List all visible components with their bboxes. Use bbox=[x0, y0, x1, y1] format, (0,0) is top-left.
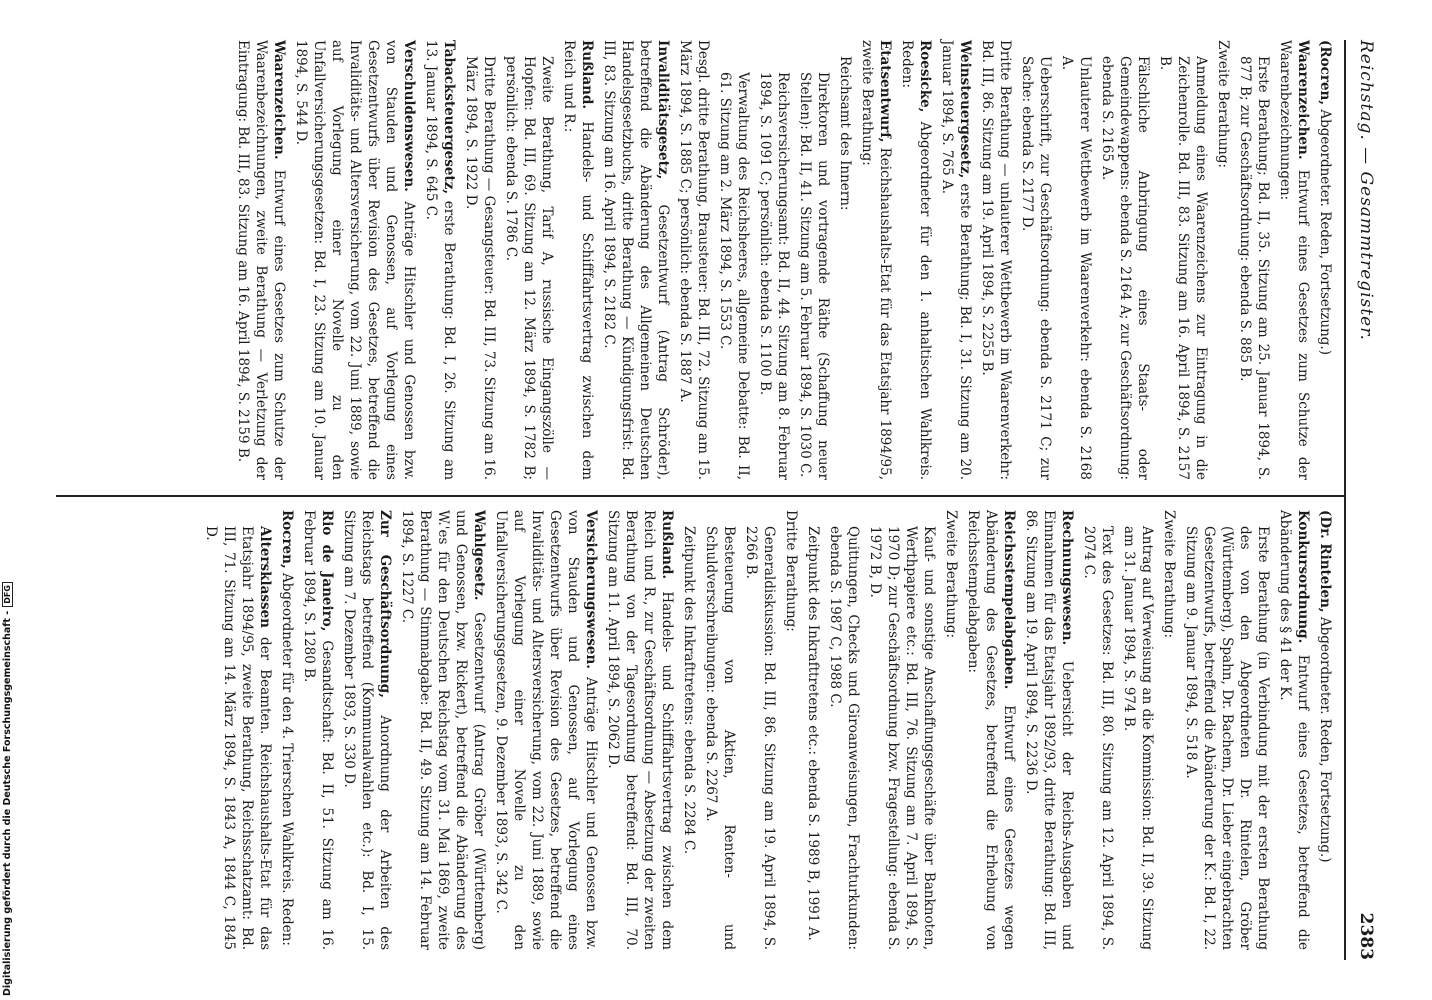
index-entry bbox=[782, 510, 800, 950]
right-column bbox=[198, 510, 1334, 950]
index-entry bbox=[1098, 40, 1152, 480]
page-number: 2383 bbox=[1356, 912, 1376, 960]
index-entry bbox=[398, 510, 488, 950]
entry-keyword: Waarenzeichen. bbox=[271, 40, 287, 160]
index-entry bbox=[826, 510, 862, 950]
index-entry bbox=[1236, 40, 1272, 480]
entry-text: Reichsversicherungsamt: Bd. II, 44. Sitzung am 8. Februar 1894, S. 1091 C; persönlich: ebenda S. 1100 B. bbox=[757, 72, 791, 480]
index-entry bbox=[1160, 510, 1178, 950]
index-entry bbox=[796, 40, 832, 480]
entry-keyword: Rußland. bbox=[659, 510, 675, 580]
entry-text: Besteuerung von Aktien, Renten- und Schuldverschreibungen: ebenda S. 2267 A. bbox=[703, 526, 737, 950]
index-entry bbox=[978, 40, 1014, 480]
entry-keyword: Invaliditätsgesetz, bbox=[655, 40, 671, 180]
entry-text: Zweite Berathung: bbox=[1161, 510, 1177, 639]
index-entry bbox=[1182, 510, 1272, 950]
index-entry bbox=[492, 510, 600, 950]
index-entry bbox=[804, 510, 822, 950]
entry-text: Generaldiskussion: Bd. III, 86. Sitzung am 19. April 1894, S. 2266 B. bbox=[743, 526, 777, 950]
dfg-logo: DFG bbox=[2, 582, 13, 607]
index-entry bbox=[1316, 40, 1334, 480]
entry-text: Reichsamt des Innern: bbox=[837, 56, 853, 211]
index-entry bbox=[1156, 40, 1210, 480]
entry-text: Direktoren und vortragende Räthe (Schaffung neuer Stellen): Bd. II, 41. Sitzung am 5. Februar 1894, S. 1030 C. bbox=[797, 72, 831, 480]
running-title: Reichstag. — Gesammtregister. bbox=[1356, 40, 1376, 341]
index-entry bbox=[938, 40, 974, 480]
entry-text: Entwurf eines Gesetzes wegen Abänderung des Gesetzes, betreffend die Erhebung von Reichsstempelabgaben: bbox=[965, 510, 1017, 951]
index-entry bbox=[1022, 510, 1076, 950]
index-entry bbox=[756, 40, 792, 480]
index-entry bbox=[1120, 510, 1156, 950]
entry-text: Gesandtschaft: Bd. II, 51. Sitzung am 16. Februar 1894, S. 1280 B. bbox=[301, 510, 335, 950]
entry-text: Gesetzentwurf (Antrag Schröder), betreffend die Abänderung des Allgemeinen Deutschen Handelsgesetzbuchs, dritte Berathung — Kündigungsfrist: Bd. III, 83. Sitzung am 16. April 1894, S. 2182 C. bbox=[601, 40, 671, 480]
entry-text: Anträge Hitschler und Genossen bzw. von Stauden und Genossen, auf Vorlegung eines Gesetzentwurfs über Revision des Gesetzes, betreffend die Invaliditäts- und Altersversicherung, vom 22. Juni 1889, sowie auf Vorlegung einer Novelle zu den Unfallversicherungsgesetzen, 9. Dezember 1893, S. 342 C. bbox=[493, 510, 599, 950]
entry-text: Zeitpunkt des Inkrafttretens etc.: ebenda S. 1989 B, 1991 A. bbox=[805, 526, 821, 941]
left-column bbox=[230, 40, 1334, 480]
index-entry bbox=[560, 40, 596, 480]
entry-keyword: Altersklassen bbox=[257, 526, 273, 628]
entry-text: Handels- und Schifffahrtsvertrag zwischen dem Reich und R.: bbox=[561, 40, 595, 480]
entry-text: Unlauterer Wettbewerb im Waarenverkehr: ebenda S. 2168 A. bbox=[1059, 56, 1093, 480]
index-entry bbox=[742, 510, 778, 950]
entry-keyword: Tabacksteuergesetz, bbox=[441, 40, 457, 195]
index-entry bbox=[1058, 40, 1094, 480]
entry-text: Anträge Hitschler und Genossen bzw. von Stauden und Genossen, auf Vorlegung eines Gesetzentwurfs über Revision des Gesetzes, betreffend die Invaliditäts- und Altersversicherung, vom 22. Juni 1889, sowie auf Vorlegung einer Novelle zu den Unfallversicherungsgesetzen: Bd. I, 23. Sitzung am 10. Januar 1894, S. 544 D. bbox=[293, 40, 417, 480]
entry-text: Abgeordneter. Reden, Fortsetzung.) bbox=[1317, 616, 1333, 863]
entry-keyword: Rio de Janeiro, bbox=[319, 510, 335, 632]
entry-keyword: Roesicke, bbox=[917, 40, 933, 113]
index-entry bbox=[502, 40, 556, 480]
digitization-note bbox=[2, 582, 13, 996]
index-entry bbox=[600, 40, 672, 480]
index-entry bbox=[964, 510, 1018, 950]
entry-text: erste Berathung: Bd. I, 26. Sitzung am 13. Januar 1894, S. 645 C. bbox=[423, 40, 457, 480]
index-entry bbox=[836, 40, 854, 480]
index-entry bbox=[716, 40, 752, 480]
index-entry bbox=[202, 510, 274, 950]
index-entry bbox=[278, 510, 296, 950]
entry-text: Uebersicht der Reichs-Ausgaben und Einnahmen für das Etatsjahr 1892/93, dritte Berathung: Bd. III, 86. Sitzung am 19. April 1894, S. 2236 D. bbox=[1023, 510, 1075, 950]
entry-keyword: Versicherungswesen. bbox=[583, 510, 599, 669]
index-entry bbox=[300, 510, 336, 950]
entry-text: Gesetzentwurf (Antrag Gröber (Württemberg) und Genossen, bzw. Rickert), betreffend die Abänderung des W.'es für den Deutschen Reichstag vom 31. Mai 1869, zweite Berathung — Stimmabgabe: Bd. II, 49. Sitzung am 14. Februar 1894, S. 1227 C. bbox=[399, 510, 487, 950]
entry-keyword: Wahlgesetz. bbox=[471, 510, 487, 601]
entry-text: Desgl. dritte Berathung, Brausteuer: Bd. III, 72. Sitzung am 15. März 1894, S. 1885 C; persönlich: ebenda S. 1887 A. bbox=[677, 40, 711, 480]
entry-text: Erste Berathung; Bd. II, 35. Sitzung am 25. Januar 1894, S. 877 B; zur Geschäftsordnung: ebenda S. 885 B. bbox=[1237, 56, 1271, 480]
entry-text: Zweite Berathung, Tarif A, russische Eingangszölle — Hopfen: Bd. III, 69. Sitzung am 12. März 1894, S. 1782 B; persönlich: ebenda S. 1786 C. bbox=[503, 56, 555, 480]
entry-keyword: Etatsentwurf, bbox=[877, 40, 893, 143]
index-entry bbox=[680, 510, 698, 950]
entry-text: Anordnung der Arbeiten des Reichstags betreffend (Kommunalwahlen etc.): Bd. I, 15. Sitzung am 7. Dezember 1893, S. 330 D. bbox=[341, 510, 393, 950]
entry-text: Zweite Berathung: bbox=[943, 510, 959, 639]
entry-text: Ueberschrift, zur Geschäftsordnung: ebenda S. 2171 C; zur Sache: ebenda S. 2177 D. bbox=[1019, 56, 1053, 480]
index-entry bbox=[1080, 510, 1116, 950]
entry-text: der Beamten. Reichshaushalts-Etat für das Etatsjahr 1894/95, zweite Berathung, Reichsschatzamt: Bd. III, 71. Sitzung am 14. März 1894, S. 1843 A, 1844 C, 1845 D. bbox=[203, 526, 273, 951]
index-entry bbox=[604, 510, 676, 950]
entry-keyword: Rocren, bbox=[279, 510, 295, 569]
entry-text: Abgeordneter für den 1. anhaltischen Wahlkreis. Reden: bbox=[899, 40, 933, 480]
entry-text: Dritte Berathung: bbox=[783, 510, 799, 632]
entry-keyword: Rechnungswesen. bbox=[1059, 510, 1075, 646]
entry-keyword: Weinsteuergesetz, bbox=[957, 40, 973, 179]
entry-text: Text des Gesetzes: Bd. III, 80. Sitzung am 12. April 1894, S. 2074 C. bbox=[1081, 526, 1115, 950]
entry-text: Dritte Berathung — unlauterer Wettbewerb im Waarenverkehr: Bd. III, 86. Sitzung am 19. April 1894, S. 2255 B. bbox=[979, 40, 1013, 480]
index-entry bbox=[1214, 40, 1232, 480]
index-entry bbox=[422, 40, 458, 480]
index-entry bbox=[1276, 510, 1312, 950]
index-entry bbox=[462, 40, 498, 480]
entry-text: Quittungen, Checks und Giroanweisungen, Frachturkunden: ebenda S. 1987 C, 1988 C. bbox=[827, 526, 861, 950]
entry-text: Entwurf eines Gesetzes zum Schutze der Waarenbezeichnungen: bbox=[1277, 40, 1311, 480]
entry-text: Handels- und Schifffahrtsvertrag zwischen dem Reich und R., zur Geschäftsordnung — Absetzung der zweiten Berathung von der Tagesordnung betreffend: Bd. III, 70. Sitzung am 11. April 1894, S. 2062 D. bbox=[605, 510, 675, 950]
page-header bbox=[1346, 40, 1380, 960]
column-divider bbox=[56, 495, 1346, 497]
index-entry bbox=[1316, 510, 1334, 950]
entry-text: Kauf- und sonstige Anschaffungsgeschäfte über Banknoten, Werthpapiere etc.: Bd. III, 76. Sitzung am 7. April 1894, S. 1970 D; zur Geschäftsordnung bzw. Fragestellung: ebenda S. 1972 B, D. bbox=[867, 526, 937, 950]
entry-text: Zeitpunkt des Inkrafttretens: ebenda S. 2284 C. bbox=[681, 526, 697, 855]
entry-text: Reichshaushalts-Etat für das Etatsjahr 1894/95, zweite Berathung: bbox=[859, 40, 893, 480]
entry-keyword: Zur Geschäftsordnung, bbox=[377, 510, 393, 698]
entry-text: Abgeordneter. Reden, Fortsetzung.) bbox=[1317, 109, 1333, 355]
entry-text: Anmeldung eines Waarenzeichens zur Eintragung in die Zeichenrolle. Bd. III, 83. Sitzung am 16. April 1894, S. 2157 B. bbox=[1157, 56, 1209, 480]
index-entry bbox=[942, 510, 960, 950]
index-entry bbox=[292, 40, 418, 480]
digitization-note-text: Digitalisierung gefördert durch die Deutsche Forschungsgemeinschaft - bbox=[2, 610, 13, 996]
index-entry bbox=[676, 40, 712, 480]
entry-text: Antrag auf Verweisung an die Kommission: Bd. II, 39. Sitzung am 31. Januar 1894, S. 974 B. bbox=[1121, 526, 1155, 950]
rotated-page bbox=[50, 40, 1380, 960]
entry-keyword: Verschuldenswesen. bbox=[401, 40, 417, 192]
entry-keyword: Waarenzeichen. bbox=[1295, 40, 1311, 160]
entry-text: erste Berathung; Bd. I, 31. Sitzung am 20. Januar 1894, S. 765 A. bbox=[939, 40, 973, 480]
entry-text: Zweite Berathung: bbox=[1215, 40, 1231, 169]
index-entry bbox=[702, 510, 738, 950]
index-entry bbox=[866, 510, 938, 950]
header-rule bbox=[1344, 40, 1346, 960]
entry-text: Entwurf eines Gesetzes, betreffend die Abänderung des § 41 der K. bbox=[1277, 510, 1311, 950]
index-entry bbox=[1276, 40, 1312, 480]
entry-keyword: (Rocren, bbox=[1317, 40, 1333, 106]
entry-text: Entwurf eines Gesetzes zum Schutze der Waarenbezeichnungen, zweite Berathung — Verletzung der Eintragung: Bd. III, 83. Sitzung am 16. April 1894, S. 2159 B. bbox=[235, 40, 287, 480]
entry-text: Fälschliche Anbringung eines Staats- oder Gemeindewappens: ebenda S. 2164 A; zur Geschäftsordnung: ebenda S. 2165 A. bbox=[1099, 56, 1151, 480]
entry-text: Abgeordneter für den 4. Trierschen Wahlkreis. Reden: bbox=[279, 572, 295, 946]
index-entry bbox=[1018, 40, 1054, 480]
index-entry bbox=[858, 40, 894, 480]
entry-keyword: Rußland. bbox=[579, 40, 595, 110]
index-entry bbox=[234, 40, 288, 480]
entry-keyword: (Dr. Rintelen, bbox=[1317, 510, 1333, 613]
entry-keyword: Reichsstempelabgaben. bbox=[1001, 510, 1017, 690]
entry-text: Erste Berathung (in Verbindung mit der ersten Berathung des von den Abgeordneten Dr. Rintelen, Gröber (Württemberg), Spahn, Dr. Bachem, Dr. Lieber eingebrachten Gesetzentwurfs, betreffend die Abänderung der K.: Bd. I, 22. Sitzung am 9. Januar 1894, S. 518 A. bbox=[1183, 526, 1271, 950]
index-entry bbox=[340, 510, 394, 950]
index-entry bbox=[898, 40, 934, 480]
entry-keyword: Konkursordnung. bbox=[1295, 510, 1311, 644]
entry-text: Verwaltung des Reichsheeres, allgemeine Debatte: Bd. II, 61. Sitzung am 2. März 1894, S. 1553 C. bbox=[717, 72, 751, 480]
entry-text: Dritte Berathung — Gesangsteuer: Bd. III, 73. Sitzung am 16. März 1894, S. 1922 D. bbox=[463, 56, 497, 480]
